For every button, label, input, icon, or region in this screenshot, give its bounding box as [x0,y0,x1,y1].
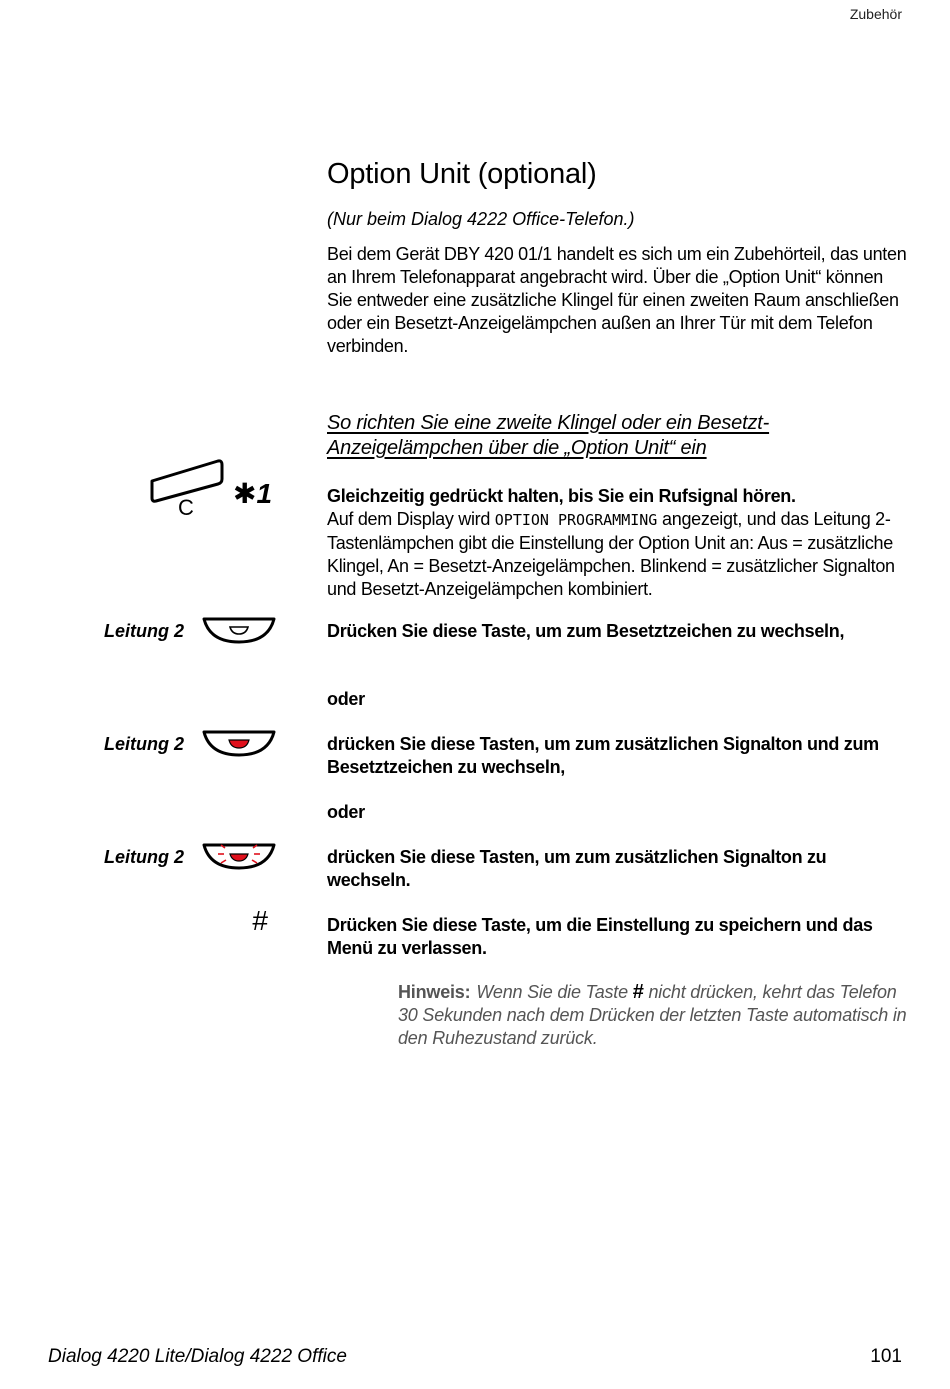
section-header: Zubehör [849,6,902,22]
hint-text-end: nicht drücken, kehrt das Telefon 30 Sekunden nach dem Drücken der letzten Taste automatisch in den Ruhezustand zurück. [398,982,907,1048]
line-2-key-lamp-flashing-icon [202,842,278,872]
page-number: 101 [870,1346,902,1367]
or-separator-2: oder [327,802,365,822]
or-separator-1: oder [327,689,365,709]
intro-paragraph: Bei dem Gerät DBY 420 01/1 handelt es sich um ein Zubehörteil, das unten an Ihrem Telefonapparat angebracht wird. Über die „Option Unit“ können Sie entweder eine zusätzliche Klingel für einen zweiten Raum anschließen oder ein Besetzt-Anzeigelämpchen außen an Ihrer Tür mit dem Telefon verbinden. [327,244,907,356]
applicability-note: (Nur beim Dialog 4222 Office-Telefon.) [327,209,635,229]
procedure-heading-text: So richten Sie eine zweite Klingel oder ein Besetzt-Anzeigelämpchen über die „Option Unit“ ein [327,412,770,459]
step-1-desc-end: angezeigt, und das Leitung 2-Tastenlämpchen gibt die Einstellung der Option Unit an: Aus = zusätzliche Klingel, An = Besetzt-Anzeigelämpchen. Blinkend = zusätzlicher Signalton und Besetzt-Anzeigelämpchen kombiniert. [327,509,895,599]
line-2-key-lamp-on-icon [202,729,278,759]
step-1-description [327,508,907,601]
clear-key-label: C [178,495,194,520]
hint-text-start: Wenn Sie die Taste [476,982,633,1002]
step-3-text: drücken Sie diese Tasten, um zum zusätzlichen Signalton und zum Besetztzeichen zu wechseln, [327,734,879,777]
step-1-desc-start: Auf dem Display wird [327,509,495,529]
line-2-label: Leitung 2 [104,621,184,641]
hint-hash-key: # [632,981,644,1003]
step-1-instruction: Gleichzeitig gedrückt halten, bis Sie ein Rufsignal hören. [327,486,796,506]
page-title: Option Unit (optional) [327,158,597,190]
line-2-label: Leitung 2 [104,734,184,754]
step-5-text: Drücken Sie diese Taste, um die Einstellung zu speichern und das Menü zu verlassen. [327,915,873,958]
line-2-key-lamp-off-icon [202,616,278,646]
procedure-heading [327,411,887,461]
clear-key-icon [148,457,228,519]
step-1-text [327,485,907,601]
step-2-text: Drücken Sie diese Taste, um zum Besetztzeichen zu wechseln, [327,621,845,641]
hint-note [398,981,908,1050]
display-text: OPTION PROGRAMMING [494,511,658,529]
line-2-label: Leitung 2 [104,847,184,867]
step-4-text: drücken Sie diese Tasten, um zum zusätzlichen Signalton zu wechseln. [327,847,827,890]
hash-key-icon: # [252,905,268,936]
star-one-keys: ✱1 [233,478,273,509]
hint-label: Hinweis: [398,982,471,1002]
footer-product-name: Dialog 4220 Lite/Dialog 4222 Office [48,1346,347,1367]
